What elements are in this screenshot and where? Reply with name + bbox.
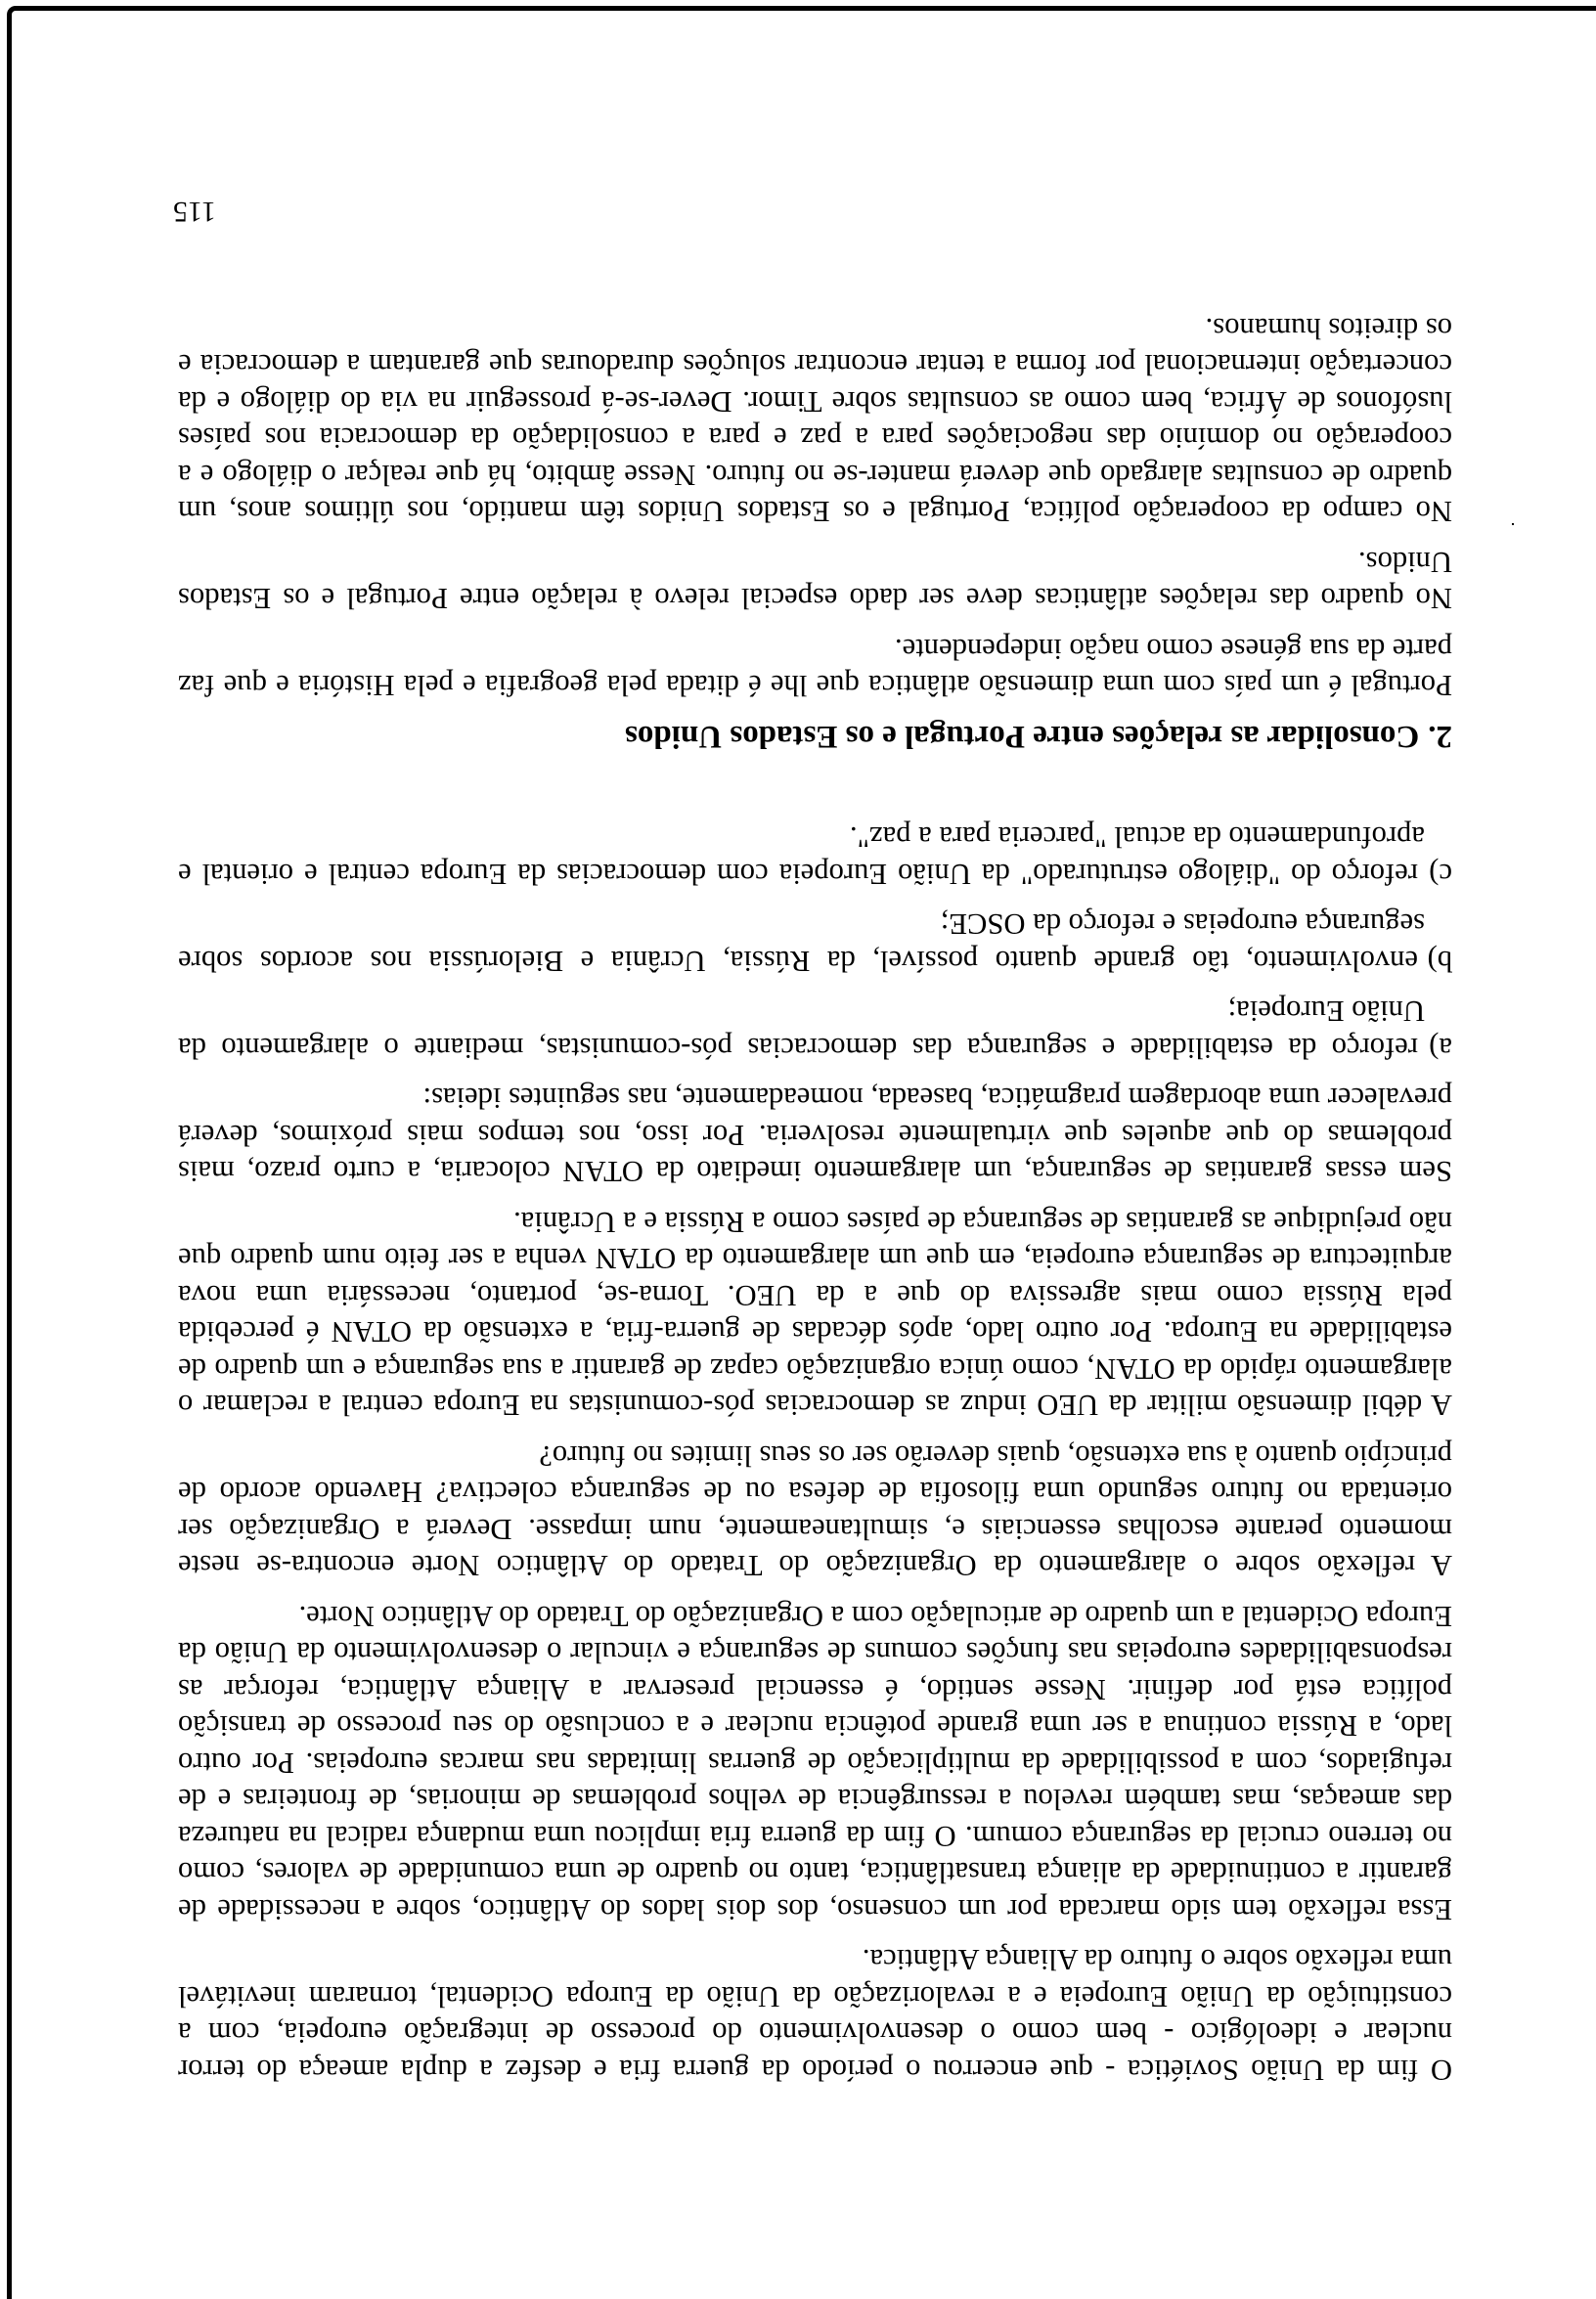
list-item xyxy=(178,818,1452,892)
text-line: das ameaças, mas também revelou a ressurgência de velhos problemas de minorias, de fronteiras e de xyxy=(178,1783,1452,1817)
text-line: lado, a Rússia continua a ser uma grande potência nuclear e a conclusão do seu processo de transição xyxy=(178,1709,1452,1744)
page-number: 115 xyxy=(173,196,216,228)
text-line: Sem essas garantias de segurança, um alargamento imediato da OTAN colocaria, a curto prazo, mais xyxy=(178,1155,1452,1189)
paragraph xyxy=(178,544,1452,617)
text-line: responsabilidades europeias nas funções comuns de segurança e vincular o desenvolvimento da União da xyxy=(178,1636,1452,1670)
text-line: No quadro das relações atlânticas deve ser dado especial relevo à relação entre Portugal e os Estados xyxy=(178,582,1452,616)
text-line: política está por definir. Nesse sentido, é essencial preservar a Aliança Atlântica, reforçar as xyxy=(178,1673,1452,1706)
list-item-text: reforço da estabilidade e segurança das democracias pós-comunistas, mediante o alargamento da xyxy=(178,1032,1418,1065)
text-line xyxy=(178,856,1452,893)
list-item-text: reforço do "diálogo estruturado" da União Europeia com democracias da Europa central e oriental e xyxy=(178,858,1418,891)
text-line: União Europeia; xyxy=(1227,995,1425,1029)
list-label: b) xyxy=(1427,945,1452,978)
list-item xyxy=(178,993,1452,1066)
paragraph xyxy=(178,310,1452,530)
text-line: os direitos humanos. xyxy=(1205,312,1452,345)
page-body xyxy=(178,296,1452,2089)
text-line: O fim da União Soviética - que encerrou o período da guerra fria e desfez a dupla ameaça do terror xyxy=(178,2054,1452,2087)
section-title: Consolidar as relações entre Portugal e os Estados Unidos xyxy=(625,719,1420,754)
text-line: parte da sua génese como nação independente. xyxy=(895,633,1452,666)
text-line: arquitectura de segurança europeia, em que um alargamento da OTAN venha a ser feito num quadro que xyxy=(178,1242,1452,1276)
text-line: prevalecer uma abordagem pragmática, baseada, nomeadamente, nas seguintes ideias: xyxy=(422,1082,1452,1116)
text-line: problemas do que aqueles que virtualmente resolveria. Por isso, nos tempos mais próximos, deverá xyxy=(178,1119,1452,1152)
text-line: princípio quanto à sua extensão, quais deverão ser os seus limites no futuro? xyxy=(539,1439,1452,1473)
text-line: no terreno crucial da segurança comum. O fim da guerra fria implicou uma mudança radical na natureza xyxy=(178,1820,1452,1853)
text-line: pela Rússia como mais agressiva do que a da UEO. Torna-se, portanto, necessária uma nova xyxy=(178,1279,1452,1312)
paragraph xyxy=(178,1437,1452,1584)
paragraph xyxy=(178,1204,1452,1424)
text-line: A débil dimensão militar da UEO induz as democracias pós-comunistas na Europa central a reclamar o xyxy=(178,1389,1452,1423)
paragraph xyxy=(178,1941,1452,2088)
text-line: momento perante escolhas essenciais e, simultaneamente, num impasse. Deverá a Organização ser xyxy=(178,1513,1452,1546)
text-line: uma reflexão sobre o futuro da Aliança Atlântica. xyxy=(862,1943,1452,1977)
text-line: Unidos. xyxy=(1357,546,1452,579)
text-line: concertação internacional por forma a tentar encontrar soluções duradouras que garantam a democracia e xyxy=(178,348,1452,382)
text-line: A reflexão sobre o alargamento da Organização do Tratado do Atlântico Norte encontra-se neste xyxy=(178,1549,1452,1583)
text-line: cooperação no domínio das negociações para a paz e para a consolidação da democracia nos países xyxy=(178,421,1452,456)
text-line: quadro de consultas alargado que deverá manter-se no futuro. Nesse âmbito, há que realçar o diálogo e a xyxy=(178,459,1452,492)
text-line: alargamento rápido da OTAN, como única organização capaz de garantir a sua segurança e um quadro de xyxy=(178,1352,1452,1386)
paragraph xyxy=(178,1598,1452,1928)
list-label: a) xyxy=(1429,1032,1452,1065)
text-line: garantir a continuidade da aliança transatlântica, tanto no quadro de uma comunidade de valores, como xyxy=(178,1856,1452,1890)
text-line: estabilidade na Europa. Por outro lado, após décadas de guerra-fria, a extensão da OTAN é percebida xyxy=(178,1315,1452,1349)
text-line: lusófonos de África, bem como as consultas sobre Timor. Dever-se-á prosseguir na via do diálogo e da xyxy=(178,385,1452,419)
text-line: aprofundamento da actual "parceria para a paz". xyxy=(849,820,1425,855)
text-line: não prejudique as garantias de segurança de países como a Rússia e a Ucrânia. xyxy=(513,1206,1452,1239)
text-line: Essa reflexão tem sido marcada por um consenso, dos dois lados do Atlântico, sobre a necessidade de xyxy=(178,1893,1452,1926)
paragraph xyxy=(178,1080,1452,1190)
list-item-text: envolvimento, tão grande quanto possível, da Rússia, Ucrânia e Bielorússia nos acordos sobre xyxy=(178,945,1418,978)
section-number: 2. xyxy=(1428,719,1452,754)
text-line xyxy=(178,943,1452,980)
text-line: Europa Ocidental a um quadro de articulação com a Organização do Tratado do Atlântico Norte. xyxy=(298,1600,1452,1633)
paragraph xyxy=(178,631,1452,704)
list-label: c) xyxy=(1429,858,1452,891)
text-line: segurança europeias e reforço da OSCE; xyxy=(940,907,1425,942)
text-line: orientada no futuro segundo uma filosofia de defesa ou de segurança colectiva? Havendo acordo de xyxy=(178,1476,1452,1510)
text-line: constituição da União Europeia e a revalorização da União da Europa Ocidental, tornaram inevitável xyxy=(178,1980,1452,2013)
text-line: nuclear e ideológico - bem como o desenvolvimento do processo de integração europeia, com a xyxy=(178,2016,1452,2051)
section-heading xyxy=(178,718,1452,755)
text-line: Portugal é um país com uma dimensão atlântica que lhe é ditada pela geografia e pela História e que faz xyxy=(178,669,1452,703)
text-line: No campo da cooperação política, Portugal e os Estados Unidos têm mantido, nos últimos anos, um xyxy=(178,495,1452,529)
text-line xyxy=(178,1030,1452,1067)
list-item xyxy=(178,906,1452,979)
text-line: refugiados, com a possibilidade da multiplicação de guerras limitadas nas marcas europeias. Por outro xyxy=(178,1746,1452,1780)
